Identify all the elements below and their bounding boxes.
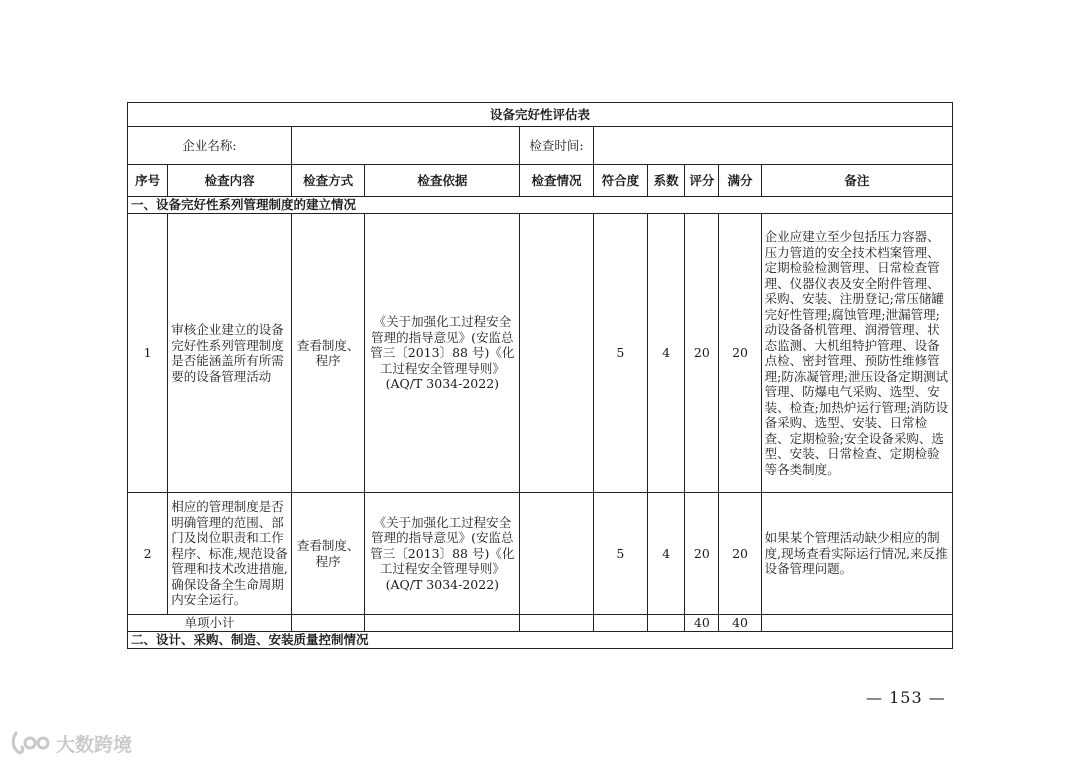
subtotal-row — [128, 615, 953, 632]
header-compliance: 符合度 — [593, 165, 647, 197]
header-basis: 检查依据 — [365, 165, 520, 197]
row-coefficient: 4 — [648, 493, 685, 615]
header-remarks: 备注 — [761, 165, 952, 197]
header-method: 检查方式 — [291, 165, 364, 197]
watermark — [10, 729, 132, 757]
title-row — [128, 103, 953, 127]
row-seq: 2 — [128, 493, 168, 615]
row-full-score: 20 — [719, 214, 761, 493]
section-title-2: 二、设计、采购、制造、安装质量控制情况 — [128, 632, 953, 649]
subtotal-empty — [520, 615, 593, 632]
table-row — [128, 493, 953, 615]
subtotal-score: 40 — [685, 615, 719, 632]
row-compliance: 5 — [593, 493, 647, 615]
header-seq: 序号 — [128, 165, 168, 197]
subtotal-label: 单项小计 — [128, 615, 292, 632]
row-basis: 《关于加强化工过程安全管理的指导意见》(安监总管三〔2013〕88 号)《化工过程安全管理导则》 (AQ/T 3034-2022) — [365, 493, 520, 615]
section-row-1 — [128, 197, 953, 214]
section-title-1: 一、设备完好性系列管理制度的建立情况 — [128, 197, 953, 214]
row-seq: 1 — [128, 214, 168, 493]
check-time-value-cell — [593, 127, 952, 165]
subtotal-empty — [593, 615, 647, 632]
header-content: 检查内容 — [168, 165, 292, 197]
subtotal-full-score: 40 — [719, 615, 761, 632]
header-score: 评分 — [685, 165, 719, 197]
row-content: 相应的管理制度是否明确管理的范围、部门及岗位职责和工作程序、标准,规范设备管理和技术改进措施,确保设备全生命周期内安全运行。 — [168, 493, 292, 615]
row-remarks: 企业应建立至少包括压力容器、压力管道的安全技术档案管理、定期检验检测管理、日常检查管理、仪器仪表及安全附件管理、采购、安装、注册登记;常压储罐完好性管理;腐蚀管理;泄漏管理;动设备备机管理、润滑管理、状态监测、大机组特护管理、设备点检、密封管理、预防性维修管理;防冻凝管理;泄压设备定期测试管理、防爆电气采购、选型、安装、检查;加热炉运行管理;消防设备采购、选型、安装、日常检查、定期检验;安全设备采购、选型、安装、日常检查、定期检验等各类制度。 — [761, 214, 952, 493]
evaluation-table — [127, 102, 953, 649]
row-remarks: 如果某个管理活动缺少相应的制度,现场查看实际运行情况,来反推设备管理问题。 — [761, 493, 952, 615]
table-title: 设备完好性评估表 — [128, 103, 953, 127]
subtotal-empty — [365, 615, 520, 632]
header-situation: 检查情况 — [520, 165, 593, 197]
subtotal-empty — [761, 615, 952, 632]
page-number: — 153 — — [866, 688, 946, 707]
company-value-cell — [291, 127, 519, 165]
subtotal-empty — [291, 615, 364, 632]
row-coefficient: 4 — [648, 214, 685, 493]
row-full-score: 20 — [719, 493, 761, 615]
row-situation — [520, 493, 593, 615]
row-content: 审核企业建立的设备完好性系列管理制度是否能涵盖所有所需要的设备管理活动 — [168, 214, 292, 493]
row-basis: 《关于加强化工过程安全管理的指导意见》(安监总管三〔2013〕88 号)《化工过程安全管理导则》 (AQ/T 3034-2022) — [365, 214, 520, 493]
watermark-text: 大数跨境 — [56, 733, 133, 756]
row-score: 20 — [685, 214, 719, 493]
company-label: 企业名称: — [128, 127, 292, 165]
check-time-label: 检查时间: — [520, 127, 593, 165]
subtotal-empty — [648, 615, 685, 632]
header-row — [128, 165, 953, 197]
row-method: 查看制度、程序 — [291, 214, 364, 493]
row-method: 查看制度、程序 — [291, 493, 364, 615]
header-coefficient: 系数 — [648, 165, 685, 197]
table-row — [128, 214, 953, 493]
row-compliance: 5 — [593, 214, 647, 493]
section-row-2 — [128, 632, 953, 649]
header-full-score: 满分 — [719, 165, 761, 197]
row-score: 20 — [685, 493, 719, 615]
company-row — [128, 127, 953, 165]
watermark-logo-icon — [10, 729, 52, 757]
row-situation — [520, 214, 593, 493]
